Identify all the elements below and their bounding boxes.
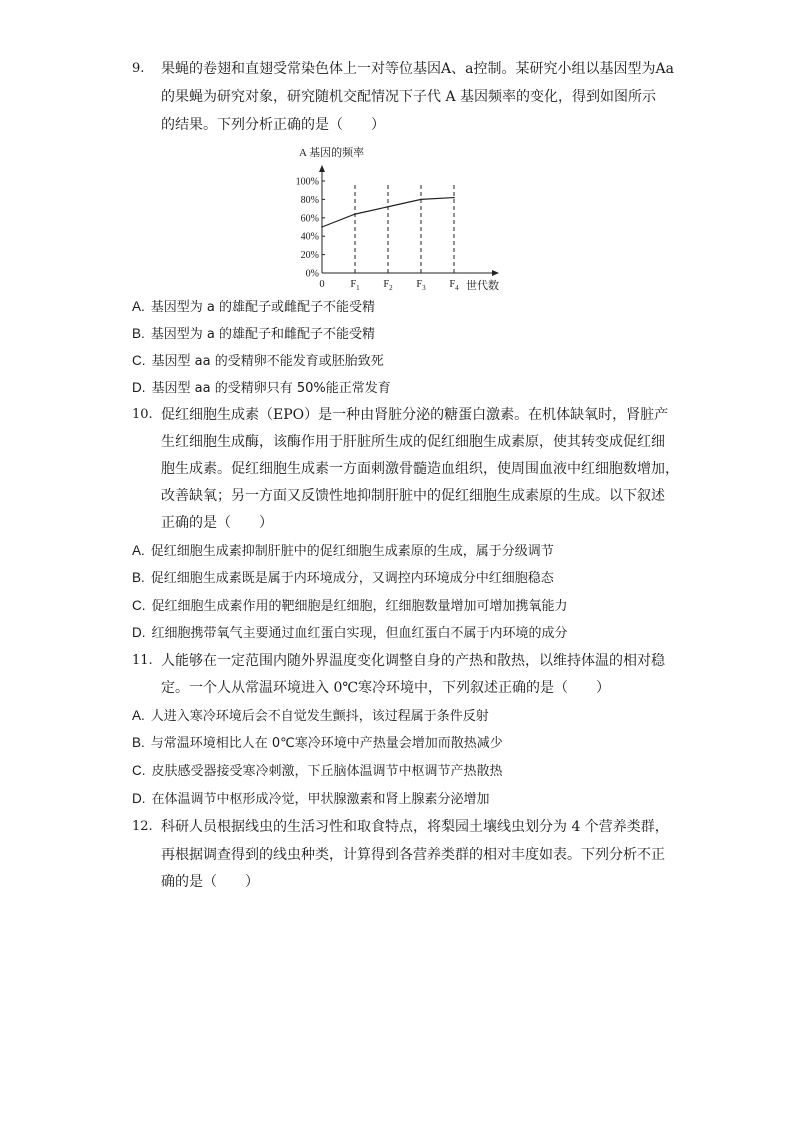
x-tick-label: $F_3$ <box>416 279 426 292</box>
chart-axes <box>319 165 499 276</box>
question-text-line: 改善缺氧；另一方面又反馈性地抑制肝脏中的促红细胞生成素原的生成。以下叙述 <box>161 488 665 504</box>
y-tick-label: 100% <box>295 176 319 188</box>
x-tick-label: 0 <box>319 279 325 290</box>
question-text-line: 的结果。下列分析正确的是（ ） <box>161 117 385 133</box>
question-text-line: 定。一个人从常温环境进入 0℃寒冷环境中，下列叙述正确的是（ ） <box>161 680 611 696</box>
chart-x-ticks <box>319 279 459 292</box>
option-c[interactable]: C. 基因型 aa 的受精卵不能发育或胚胎致死 <box>132 353 384 369</box>
option-b[interactable]: B. 促红细胞生成素既是属于内环境成分，又调控内环境成分中红细胞稳态 <box>132 570 554 586</box>
data-point <box>453 197 455 199</box>
y-tick-label: 80% <box>300 194 319 206</box>
option-c[interactable]: C. 皮肤感受器接受寒冷刺激，下丘脑体温调节中枢调节产热散热 <box>132 763 503 779</box>
a-gene-frequency-chart <box>285 142 510 292</box>
option-a[interactable]: A. 人进入寒冷环境后会不自觉发生颤抖，该过程属于条件反射 <box>132 708 489 724</box>
option-c[interactable]: C. 促红细胞生成素作用的靶细胞是红细胞，红细胞数量增加可增加携氧能力 <box>132 598 568 614</box>
question-number: 12. <box>132 819 153 834</box>
question-text-line: 正确的是（ ） <box>161 515 273 531</box>
chart-y-ticks <box>296 177 325 280</box>
y-tick-label: 60% <box>300 213 319 225</box>
question-text-line: 确的是（ ） <box>161 874 259 890</box>
option-a[interactable]: A. 基因型为 a 的雄配子或雌配子不能受精 <box>132 299 375 315</box>
x-tick-label: $F_4$ <box>449 279 459 292</box>
chart-x-title: 世代数 <box>466 280 499 292</box>
option-b[interactable]: B. 基因型为 a 的雄配子和雌配子不能受精 <box>132 326 375 342</box>
data-point <box>321 226 323 228</box>
y-tick-label: 20% <box>300 250 319 262</box>
data-point <box>420 199 422 201</box>
question-text-line: 再根据调查得到的线虫种类，计算得到各营养类群的相对丰度如表。下列分析不正 <box>161 847 665 863</box>
question-text-line: 科研人员根据线虫的生活习性和取食特点，将梨园土壤线虫划分为 4 个营养类群， <box>161 819 669 835</box>
x-axis-arrow <box>492 270 499 276</box>
option-d[interactable]: D. 在体温调节中枢形成冷觉，甲状腺激素和肾上腺素分泌增加 <box>132 791 490 807</box>
option-b[interactable]: B. 与常温环境相比人在 0℃寒冷环境中产热量会增加而散热减少 <box>132 735 503 751</box>
x-tick-label: $F_1$ <box>350 279 360 292</box>
question-text-line: 果蝇的卷翅和直翅受常染色体上一对等位基因A、a控制。某研究小组以基因型为Aa <box>161 61 674 77</box>
chart-generation-guides <box>355 182 454 273</box>
y-tick-label: 40% <box>300 231 319 243</box>
x-tick-label: $F_2$ <box>383 279 393 292</box>
option-a[interactable]: A. 促红细胞生成素抑制肝脏中的促红细胞生成素原的生成，属于分级调节 <box>132 543 554 559</box>
question-text-line: 人能够在一定范围内随外界温度变化调整自身的产热和散热，以维持体温的相对稳 <box>161 653 665 669</box>
data-point <box>354 213 356 215</box>
question-number: 10. <box>132 407 153 422</box>
question-text-line: 促红细胞生成素（EPO）是一种由肾脏分泌的糖蛋白激素。在机体缺氧时，肾脏产 <box>161 407 669 423</box>
question-number: 9. <box>132 61 145 76</box>
y-tick-label: 0% <box>305 268 319 280</box>
question-text-line: 胞生成素。促红细胞生成素一方面刺激骨髓造血组织，使周围血液中红细胞数增加， <box>161 461 679 477</box>
question-text-line: 生红细胞生成酶，该酶作用于肝脏所生成的促红细胞生成素原，使其转变成促红细 <box>161 434 665 450</box>
option-d[interactable]: D. 基因型 aa 的受精卵只有 50%能正常发育 <box>132 380 391 396</box>
question-text-line: 的果蝇为研究对象，研究随机交配情况下子代 A 基因频率的变化，得到如图所示 <box>161 89 657 105</box>
question-number: 11. <box>132 653 153 668</box>
chart-y-title: A 基因的频率 <box>299 147 365 159</box>
data-point <box>387 206 389 208</box>
y-axis-arrow <box>319 165 325 172</box>
option-d[interactable]: D. 红细胞携带氧气主要通过血红蛋白实现，但血红蛋白不属于内环境的成分 <box>132 625 568 641</box>
